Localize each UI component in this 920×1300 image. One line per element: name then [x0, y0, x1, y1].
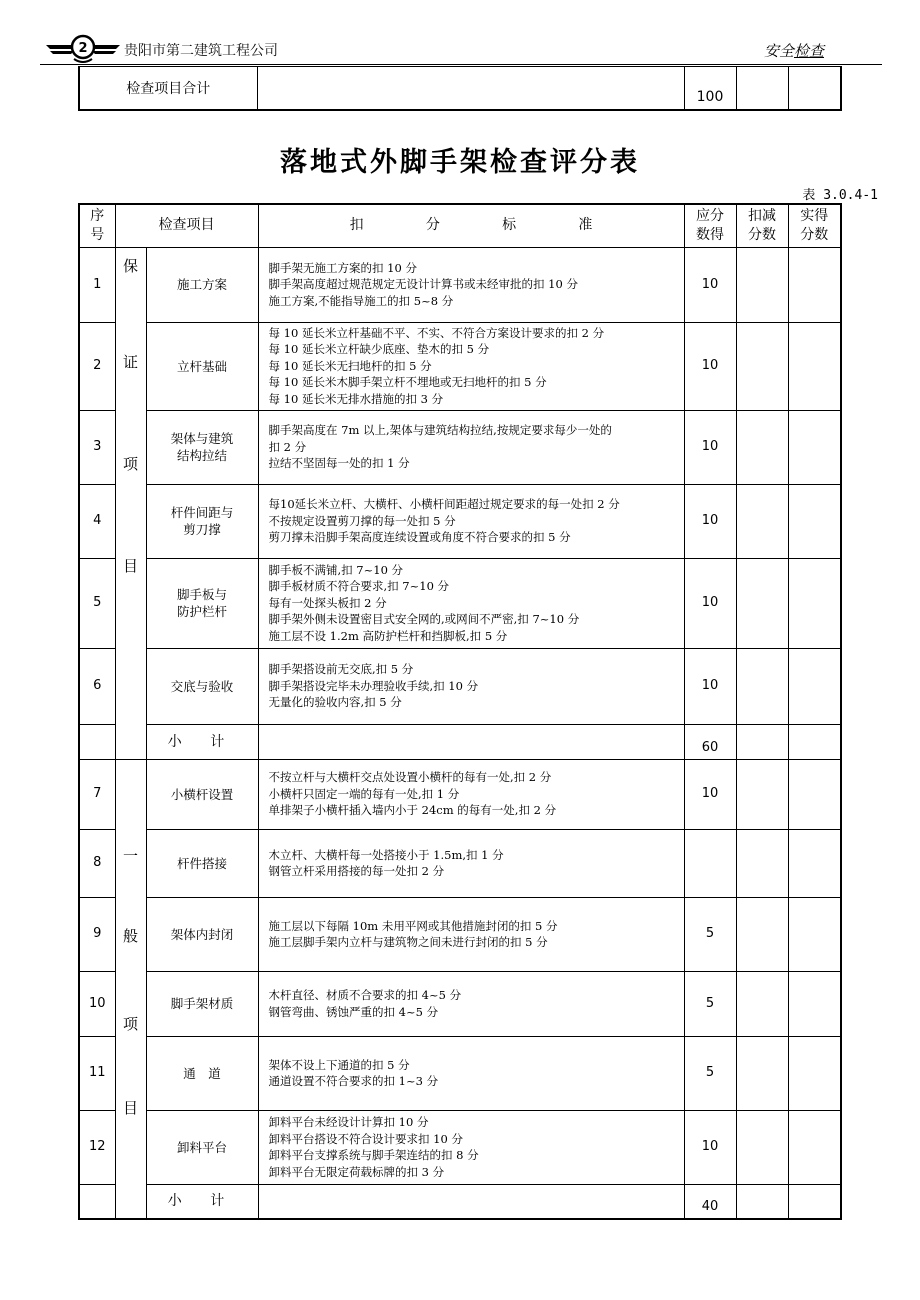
deduction-standard [258, 558, 684, 648]
max-score: 10 [684, 759, 736, 829]
standard-line: 每有一处探头板扣 2 分 [268, 595, 387, 610]
table-row [79, 558, 841, 648]
standard-line: 卸料平台未经设计计算扣 10 分 [268, 1115, 429, 1129]
actual-cell[interactable] [788, 829, 841, 897]
category-char: 项 [122, 454, 138, 473]
subtotal-value: 40 [684, 1184, 736, 1219]
deduction-standard [258, 322, 684, 410]
category-char: 保 [122, 256, 138, 275]
table-row [79, 829, 841, 897]
standard-line: 无量化的验收内容,扣 5 分 [268, 695, 402, 710]
standard-line: 脚手架高度在 7m 以上,架体与建筑结构拉结,按规定要求每少一处的 [268, 423, 612, 438]
deduct-cell[interactable] [736, 759, 788, 829]
row-number: 10 [79, 971, 115, 1036]
standard-line: 卸料平台搭设不符合设计要求扣 10 分 [268, 1131, 463, 1146]
row-number: 7 [79, 759, 115, 829]
max-score: 10 [684, 1110, 736, 1184]
check-item: 施工方案 [146, 247, 258, 322]
standard-line: 扣 2 分 [268, 439, 307, 454]
svg-text:2: 2 [78, 41, 88, 56]
standard-line: 施工层脚手架内立杆与建筑物之间未进行封闭的扣 5 分 [268, 935, 548, 949]
category-char: 般 [122, 926, 138, 945]
header-divider [40, 64, 882, 65]
category-char: 目 [122, 556, 138, 575]
total-standard-cell [257, 67, 684, 111]
max-score [684, 829, 736, 897]
header-seq: 序 号 [79, 204, 115, 247]
deduction-standard [258, 759, 684, 829]
subtotal-actual-cell[interactable] [788, 1184, 841, 1219]
check-item: 杆件间距与 剪刀撑 [146, 484, 258, 558]
table-row [79, 759, 841, 829]
standard-line: 不按立杆与大横杆交点处设置小横杆的每有一处,扣 2 分 [268, 770, 552, 785]
category-char: 一 [122, 846, 138, 865]
subtotal-label: 小 计 [146, 1184, 258, 1219]
max-score: 5 [684, 971, 736, 1036]
deduction-standard [258, 971, 684, 1036]
check-item: 架体与建筑 结构拉结 [146, 410, 258, 484]
standard-line: 通道设置不符合要求的扣 1~3 分 [268, 1074, 439, 1088]
row-number: 1 [79, 247, 115, 322]
section-label: 安全检查 [763, 42, 824, 60]
table-row [79, 484, 841, 558]
subtotal-deduct-cell[interactable] [736, 724, 788, 759]
category-cell [115, 247, 146, 759]
standard-line: 木立杆、大横杆每一处搭接小于 1.5m,扣 1 分 [268, 847, 504, 862]
page-header [40, 30, 882, 66]
check-item: 脚手架材质 [146, 971, 258, 1036]
table-row [79, 410, 841, 484]
standard-line: 施工方案,不能指导施工的扣 5~8 分 [268, 293, 454, 308]
table-row [79, 1110, 841, 1184]
row-number: 8 [79, 829, 115, 897]
subtotal-standard-cell [258, 724, 684, 759]
subtotal-deduct-cell[interactable] [736, 1184, 788, 1219]
standard-line: 木杆直径、材质不合要求的扣 4~5 分 [268, 988, 462, 1002]
max-score: 10 [684, 648, 736, 724]
standard-line: 单排架子小横杆插入墙内小于 24cm 的每有一处,扣 2 分 [268, 803, 557, 818]
deduction-standard [258, 648, 684, 724]
table-header-row [79, 204, 841, 247]
header-max-score: 应分 数得 [684, 204, 736, 247]
row-number: 5 [79, 558, 115, 648]
table-row [79, 648, 841, 724]
check-item: 通 道 [146, 1036, 258, 1110]
deduct-cell[interactable] [736, 1036, 788, 1110]
company-logo-icon [44, 32, 122, 64]
table-row [79, 247, 841, 322]
deduct-cell[interactable] [736, 897, 788, 971]
max-score: 10 [684, 410, 736, 484]
check-item: 杆件搭接 [146, 829, 258, 897]
deduct-cell[interactable] [736, 410, 788, 484]
header-deduct: 扣减 分数 [736, 204, 788, 247]
table-number: 表 3.0.4-1 [802, 188, 878, 203]
check-item: 脚手板与 防护栏杆 [146, 558, 258, 648]
deduction-standard [258, 410, 684, 484]
row-number: 9 [79, 897, 115, 971]
standard-line: 脚手板材质不符合要求,扣 7~10 分 [268, 579, 450, 594]
standard-line: 卸料平台支撑系统与脚手架连结的扣 8 分 [268, 1148, 479, 1162]
check-item: 架体内封闭 [146, 897, 258, 971]
category-char: 目 [122, 1098, 138, 1117]
standard-line: 架体不设上下通道的扣 5 分 [268, 1057, 410, 1072]
deduct-cell[interactable] [736, 558, 788, 648]
standard-line: 脚手架高度超过规范规定无设计计算书或未经审批的扣 10 分 [268, 277, 578, 292]
deduct-cell[interactable] [736, 648, 788, 724]
deduct-cell[interactable] [736, 484, 788, 558]
check-item: 卸料平台 [146, 1110, 258, 1184]
table-row [79, 322, 841, 410]
standard-line: 脚手架外侧未设置密目式安全网的,或网间不严密,扣 7~10 分 [268, 612, 580, 627]
category-char: 项 [122, 1014, 138, 1033]
standard-line: 小横杆只固定一端的每有一处,扣 1 分 [268, 786, 460, 801]
category-cell [115, 759, 146, 1219]
total-max-score: 100 [684, 67, 736, 111]
subtotal-number-cell [79, 724, 115, 759]
actual-cell[interactable] [788, 759, 841, 829]
actual-cell[interactable] [788, 322, 841, 410]
standard-line: 施工层不设 1.2m 高防护栏杆和挡脚板,扣 5 分 [268, 628, 508, 643]
total-label: 检查项目合计 [79, 67, 257, 111]
deduct-cell[interactable] [736, 247, 788, 322]
actual-cell[interactable] [788, 971, 841, 1036]
deduct-cell[interactable] [736, 829, 788, 897]
row-number: 4 [79, 484, 115, 558]
actual-cell[interactable] [788, 897, 841, 971]
deduction-standard [258, 247, 684, 322]
deduct-cell[interactable] [736, 322, 788, 410]
standard-line: 每 10 延长米立杆基础不平、不实、不符合方案设计要求的扣 2 分 [268, 325, 605, 340]
standard-line: 钢管弯曲、锈蚀严重的扣 4~5 分 [268, 1004, 439, 1019]
standard-line: 每 10 延长米无扫地杆的扣 5 分 [268, 358, 432, 373]
standard-line: 每 10 延长米立杆缺少底座、垫木的扣 5 分 [268, 342, 490, 357]
subtotal-label: 小 计 [146, 724, 258, 759]
max-score: 10 [684, 558, 736, 648]
standard-line: 每10延长米立杆、大横杆、小横杆间距超过规定要求的每一处扣 2 分 [268, 497, 620, 512]
subtotal-row [79, 1184, 841, 1219]
check-item: 小横杆设置 [146, 759, 258, 829]
max-score: 10 [684, 247, 736, 322]
standard-line: 脚手板不满铺,扣 7~10 分 [268, 562, 404, 577]
subtotal-row [79, 724, 841, 759]
standard-line: 每 10 延长米木脚手架立杆不埋地或无扫地杆的扣 5 分 [268, 375, 547, 390]
inspection-table [78, 203, 842, 1220]
check-item: 立杆基础 [146, 322, 258, 410]
max-score: 5 [684, 897, 736, 971]
row-number: 12 [79, 1110, 115, 1184]
header-standard: 扣 分 标 准 [258, 204, 684, 247]
page-title: 落地式外脚手架检查评分表 [280, 147, 640, 178]
standard-line: 施工层以下每隔 10m 未用平网或其他措施封闭的扣 5 分 [268, 918, 558, 933]
subtotal-value: 60 [684, 724, 736, 759]
actual-cell[interactable] [788, 558, 841, 648]
deduct-cell[interactable] [736, 971, 788, 1036]
check-item: 交底与验收 [146, 648, 258, 724]
max-score: 10 [684, 322, 736, 410]
deduction-standard [258, 1110, 684, 1184]
actual-cell[interactable] [788, 1036, 841, 1110]
row-number: 3 [79, 410, 115, 484]
standard-line: 钢管立杆采用搭接的每一处扣 2 分 [268, 864, 445, 878]
deduct-cell[interactable] [736, 1110, 788, 1184]
company-name: 贵阳市第二建筑工程公司 [124, 43, 278, 59]
category-char: 证 [122, 352, 138, 371]
standard-line: 卸料平台无限定荷载标牌的扣 3 分 [268, 1164, 445, 1179]
table-row [79, 897, 841, 971]
header-item: 检查项目 [115, 204, 258, 247]
standard-line: 脚手架无施工方案的扣 10 分 [268, 260, 417, 275]
row-number: 11 [79, 1036, 115, 1110]
actual-cell[interactable] [788, 648, 841, 724]
standard-line: 脚手架搭设前无交底,扣 5 分 [268, 662, 414, 677]
actual-cell[interactable] [788, 484, 841, 558]
standard-line: 脚手架搭设完毕未办理验收手续,扣 10 分 [268, 678, 479, 693]
standard-line: 拉结不坚固每一处的扣 1 分 [268, 456, 410, 471]
standard-line: 不按规定设置剪刀撑的每一处扣 5 分 [268, 513, 456, 528]
total-score-table [78, 66, 842, 111]
row-number: 2 [79, 322, 115, 410]
actual-cell[interactable] [788, 410, 841, 484]
deduction-standard [258, 829, 684, 897]
row-number: 6 [79, 648, 115, 724]
subtotal-actual-cell[interactable] [788, 724, 841, 759]
subtotal-number-cell [79, 1184, 115, 1219]
total-deduct-cell [736, 67, 788, 111]
header-actual: 实得 分数 [788, 204, 841, 247]
subtotal-standard-cell [258, 1184, 684, 1219]
actual-cell[interactable] [788, 1110, 841, 1184]
deduction-standard [258, 897, 684, 971]
actual-cell[interactable] [788, 247, 841, 322]
max-score: 5 [684, 1036, 736, 1110]
max-score: 10 [684, 484, 736, 558]
deduction-standard [258, 484, 684, 558]
standard-line: 每 10 延长米无排水措施的扣 3 分 [268, 391, 444, 406]
total-actual-cell [788, 67, 841, 111]
standard-line: 剪刀撑未沿脚手架高度连续设置或角度不符合要求的扣 5 分 [268, 530, 571, 545]
table-row [79, 1036, 841, 1110]
table-row [79, 971, 841, 1036]
deduction-standard [258, 1036, 684, 1110]
